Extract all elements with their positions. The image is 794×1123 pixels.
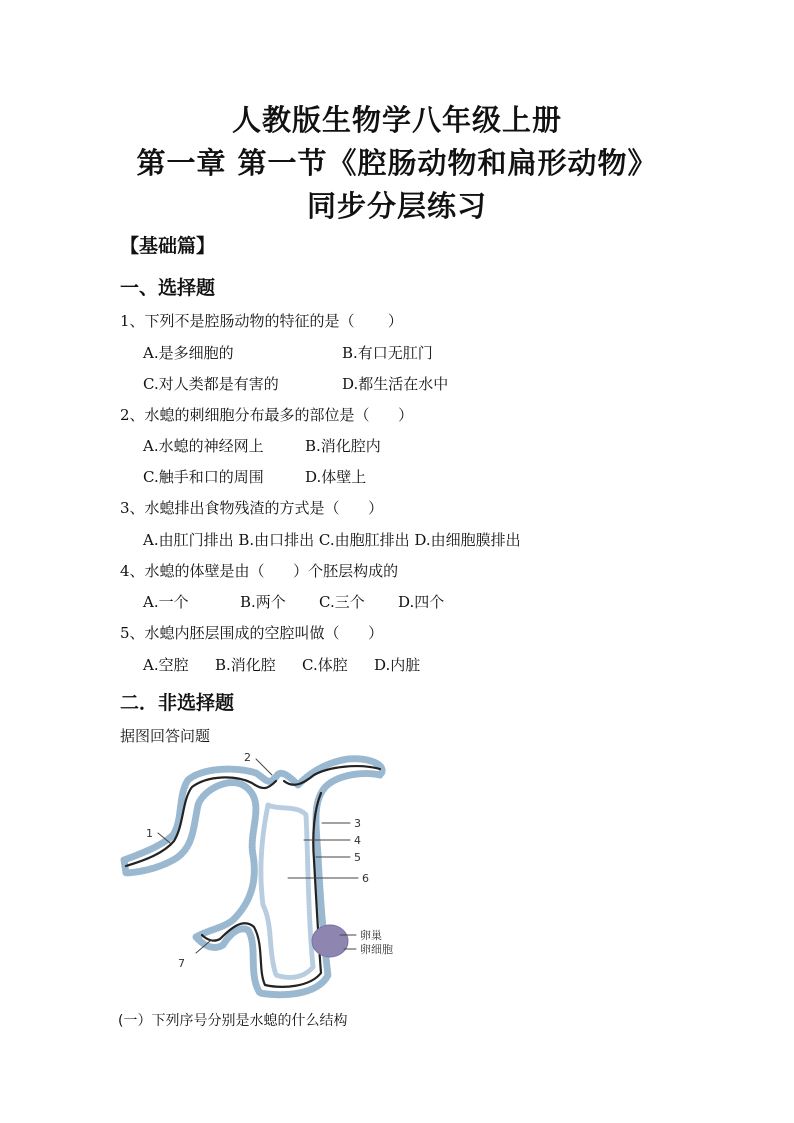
question-4-stem: 4、水螅的体壁是由（ ）个胚层构成的	[120, 562, 399, 580]
question-5-stem: 5、水螅内胚层围成的空腔叫做（ ）	[120, 624, 384, 642]
doc-title-line2: 第一章 第一节《腔肠动物和扁形动物》	[136, 146, 658, 180]
doc-title-line1: 人教版生物学八年级上册	[231, 103, 562, 137]
question-1-option-a: A.是多细胞的	[143, 344, 234, 362]
question-5-option-a: A.空腔	[143, 656, 189, 674]
question-1-option-b: B.有口无肛门	[342, 344, 433, 362]
question-4-option-c: C.三个	[319, 593, 365, 611]
label-1: 1	[146, 827, 153, 840]
hydra-inner-cavity	[261, 805, 313, 977]
question-4-option-b: B.两个	[240, 593, 286, 611]
part2-intro: 据图回答问题	[120, 727, 211, 745]
question-3-stem: 3、水螅排出食物残渣的方式是（ ）	[120, 499, 384, 517]
hydra-outer-wall	[124, 759, 382, 995]
label-3: 3	[354, 817, 361, 830]
question-2-option-a: A.水螅的神经网上	[143, 437, 264, 455]
label-4: 4	[354, 834, 361, 847]
part2-heading: 二．非选择题	[120, 692, 235, 714]
ovary-cluster	[312, 925, 348, 957]
question-4-option-a: A.一个	[143, 593, 189, 611]
label-2: 2	[244, 751, 251, 764]
section-basic-label: 【基础篇】	[120, 235, 216, 257]
question-1-option-d: D.都生活在水中	[342, 375, 449, 393]
label-6: 6	[362, 872, 369, 885]
question-5-option-d: D.内脏	[374, 656, 421, 674]
question-3-options: A.由肛门排出 B.由口排出 C.由胞肛排出 D.由细胞膜排出	[143, 531, 521, 549]
sub-question-1: (一）下列序号分别是水螅的什么结构	[118, 1013, 348, 1029]
question-5-option-b: B.消化腔	[215, 656, 276, 674]
hydra-diagram	[118, 745, 438, 1005]
question-2-stem: 2、水螅的刺细胞分布最多的部位是（ ）	[120, 406, 414, 424]
question-2-option-b: B.消化腔内	[305, 437, 381, 455]
question-1-option-c: C.对人类都是有害的	[143, 375, 279, 393]
question-5-option-c: C.体腔	[302, 656, 348, 674]
label-egg-cell: 卵细胞	[360, 943, 393, 956]
label-5: 5	[354, 851, 361, 864]
label-7: 7	[178, 957, 185, 970]
question-2-option-c: C.触手和口的周围	[143, 468, 264, 486]
part1-heading: 一、选择题	[120, 277, 216, 299]
question-1-stem: 1、下列不是腔肠动物的特征的是（ ）	[120, 312, 403, 330]
doc-title-line3: 同步分层练习	[306, 189, 487, 223]
label-ovary: 卵巢	[360, 929, 382, 942]
question-2-option-d: D.体壁上	[305, 468, 367, 486]
question-4-option-d: D.四个	[398, 593, 445, 611]
